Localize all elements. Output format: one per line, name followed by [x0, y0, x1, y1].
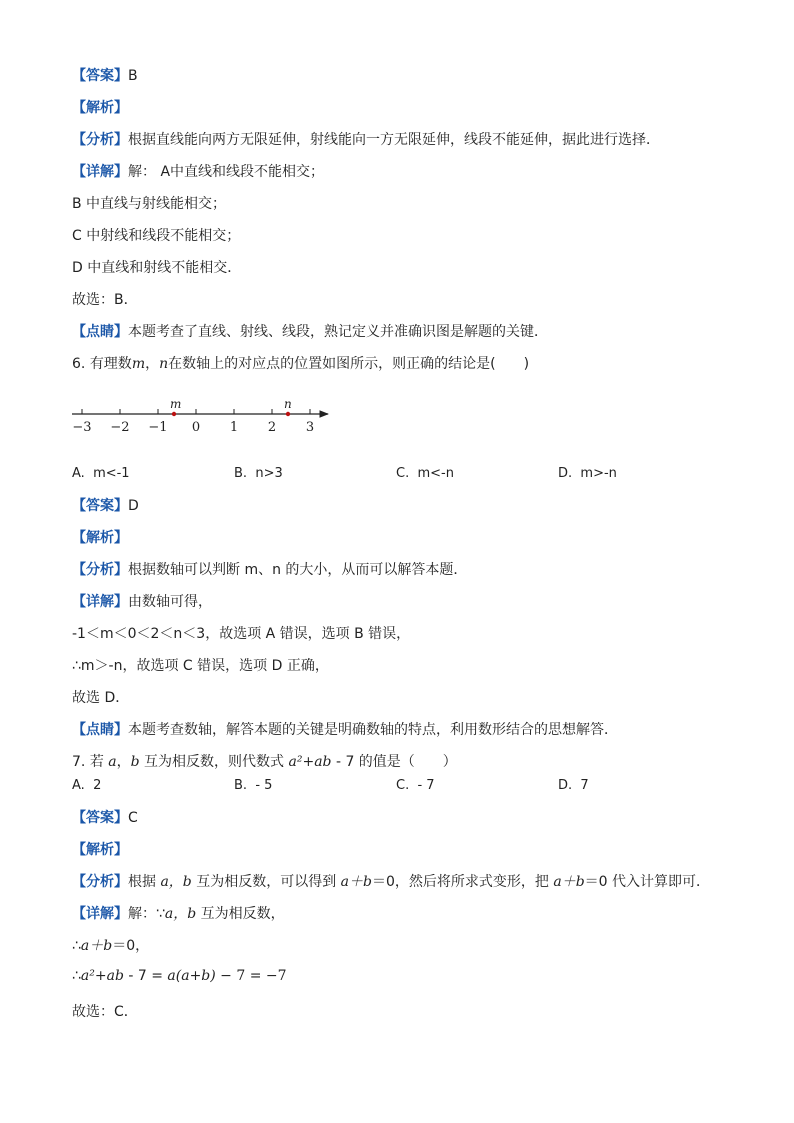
- answer-tag: 【答案】: [72, 810, 128, 826]
- q6-answer-line: [72, 496, 139, 516]
- q5-conclusion: 故选：B．: [72, 292, 138, 308]
- q7-option-c[interactable]: [396, 777, 435, 795]
- detail-text: 解： A中直线和线段不能相交；: [128, 164, 325, 180]
- answer-value: C: [128, 810, 138, 826]
- answer-tag: 【答案】: [72, 68, 128, 84]
- number-line-tick-label: 1: [229, 420, 239, 435]
- analysis-tag: 【解析】: [72, 100, 128, 116]
- answer-value: D: [128, 498, 139, 514]
- q5-fenxi-line: [72, 130, 660, 150]
- point-m: [172, 412, 176, 416]
- option-text: n>3: [255, 466, 283, 481]
- fenxi-tag: 【分析】: [72, 874, 128, 890]
- number-line-tick-label: −2: [110, 420, 130, 435]
- step2-mid: - 7 =: [123, 968, 168, 984]
- step1-expression: a＋b: [80, 938, 113, 954]
- number-line-tick-label: 0: [191, 420, 201, 435]
- option-letter: C.: [396, 466, 410, 481]
- answer-value: B: [128, 68, 138, 84]
- step2-result: − 7 = −7: [215, 968, 287, 984]
- therefore-symbol: ∴: [72, 938, 81, 954]
- fenxi-vars: a，b: [160, 874, 192, 890]
- fenxi-text: 根据直线能向两方无限延伸，射线能向一方无限延伸，线段不能延伸，据此进行选择．: [128, 132, 660, 148]
- var-a: a: [108, 754, 117, 770]
- point-n-label: n: [284, 397, 292, 411]
- q6-option-a[interactable]: [72, 465, 130, 483]
- q7-conclusion: 故选：C．: [72, 1004, 138, 1020]
- q7-analysis-heading: [72, 840, 128, 860]
- q6-option-c[interactable]: [396, 465, 454, 483]
- separator: ，: [116, 754, 131, 770]
- option-text: m<-n: [417, 466, 454, 481]
- step2-rhs: a(a+b): [167, 968, 216, 984]
- option-text: 7: [580, 778, 589, 793]
- point-n: [286, 412, 290, 416]
- comment-text: 本题考查数轴，解答本题的关键是明确数轴的特点，利用数形结合的思想解答．: [128, 722, 618, 738]
- number-line-ticks: [72, 409, 314, 435]
- fenxi-text: 根据: [128, 874, 161, 890]
- q7-stem: [72, 752, 457, 772]
- option-letter: D.: [558, 778, 573, 793]
- option-text: m<-1: [93, 466, 130, 481]
- stem-text-3: 的值是（ ）: [354, 754, 457, 770]
- q7-step2: [72, 966, 287, 986]
- stem-text: 若: [89, 754, 109, 770]
- expression: a²+ab: [288, 754, 332, 770]
- step1-value: ＝0，: [112, 938, 150, 954]
- q7-answer-line: [72, 808, 138, 828]
- q7-step1: [72, 936, 149, 956]
- number-line-tick-label: −3: [72, 420, 92, 435]
- q6-option-b[interactable]: [234, 465, 283, 483]
- comment-tag: 【点睛】: [72, 722, 128, 738]
- expression-minus: - 7: [331, 754, 355, 770]
- q6-therefore: ∴m＞-n，故选项 C 错误，选项 D 正确，: [72, 658, 329, 674]
- q6-comment-line: [72, 720, 618, 740]
- option-letter: B.: [234, 778, 248, 793]
- option-letter: B.: [234, 466, 248, 481]
- detail-vars: a，b: [164, 906, 197, 922]
- detail-tag: 【详解】: [72, 906, 128, 922]
- fenxi-eq1: a＋b: [340, 874, 372, 890]
- number-line-tick-label: −1: [148, 420, 168, 435]
- number-line-tick-label: 2: [267, 420, 277, 435]
- fenxi-text-2: 互为相反数，可以得到: [191, 874, 341, 890]
- option-letter: A.: [72, 778, 85, 793]
- q7-fenxi-line: [72, 872, 710, 892]
- detail-tag: 【详解】: [72, 594, 128, 610]
- q5-answer-line: [72, 66, 138, 86]
- stem-text: 有理数: [89, 356, 132, 372]
- q6-analysis-heading: [72, 528, 128, 548]
- option-text: - 7: [417, 778, 435, 793]
- stem-text-2: 在数轴上的对应点的位置如图所示，则正确的结论是( ): [168, 356, 530, 372]
- q6-inequality: -1＜m＜0＜2＜n＜3，故选项 A 错误，选项 B 错误，: [72, 626, 411, 642]
- fenxi-tag: 【分析】: [72, 132, 128, 148]
- fenxi-text-3: ，然后将所求式变形，把: [394, 874, 554, 890]
- step2-lhs: a²+ab: [80, 968, 124, 984]
- q7-option-b[interactable]: [234, 777, 272, 795]
- option-letter: D.: [558, 466, 573, 481]
- q6-stem: [72, 354, 529, 374]
- q5-line-c: C 中射线和线段不能相交；: [72, 228, 241, 244]
- option-text: - 5: [255, 778, 273, 793]
- q7-detail-line: [72, 904, 285, 924]
- comment-text: 本题考查了直线、射线、线段，熟记定义并准确识图是解题的关键．: [128, 324, 548, 340]
- detail-text: 由数轴可得，: [128, 594, 212, 610]
- option-text: 2: [93, 778, 102, 793]
- point-m-label: m: [170, 397, 182, 411]
- q5-analysis-heading: [72, 98, 128, 118]
- q7-option-d[interactable]: [558, 777, 589, 795]
- option-text: m>-n: [580, 466, 617, 481]
- detail-tag: 【详解】: [72, 164, 128, 180]
- fenxi-text: 根据数轴可以判断 m、n 的大小，从而可以解答本题．: [128, 562, 468, 578]
- var-m: m: [131, 356, 146, 372]
- number-line-tick-label: 3: [305, 420, 315, 435]
- q5-detail-line: [72, 162, 324, 182]
- var-n: n: [159, 356, 169, 372]
- therefore-symbol: ∴: [72, 968, 81, 984]
- q6-fenxi-line: [72, 560, 467, 580]
- answer-tag: 【答案】: [72, 498, 128, 514]
- question-number: 6.: [72, 356, 90, 372]
- fenxi-text-4: 代入计算即可．: [607, 874, 711, 890]
- option-letter: C.: [396, 778, 410, 793]
- analysis-tag: 【解析】: [72, 842, 128, 858]
- analysis-tag: 【解析】: [72, 530, 128, 546]
- detail-text-2: 互为相反数，: [196, 906, 285, 922]
- fenxi-tag: 【分析】: [72, 562, 128, 578]
- q6-option-d[interactable]: [558, 465, 617, 483]
- number-line-figure: [66, 392, 336, 438]
- option-letter: A.: [72, 466, 85, 481]
- stem-text-2: 互为相反数，则代数式: [139, 754, 289, 770]
- question-number: 7.: [72, 754, 90, 770]
- fenxi-eq1-value: ＝0: [371, 874, 395, 890]
- q7-option-a[interactable]: [72, 777, 101, 795]
- fenxi-eq2: a＋b: [553, 874, 585, 890]
- q6-conclusion: 故选 D．: [72, 690, 130, 706]
- q5-comment-line: [72, 322, 548, 342]
- q6-detail-line: [72, 592, 212, 612]
- detail-text: 解：∵: [128, 906, 165, 922]
- q5-line-b: B 中直线与射线能相交；: [72, 196, 227, 212]
- comment-tag: 【点睛】: [72, 324, 128, 340]
- comma: ，: [145, 356, 160, 372]
- q5-line-d: D 中直线和射线不能相交．: [72, 260, 242, 276]
- var-b: b: [130, 754, 140, 770]
- fenxi-eq2-value: ＝0: [584, 874, 608, 890]
